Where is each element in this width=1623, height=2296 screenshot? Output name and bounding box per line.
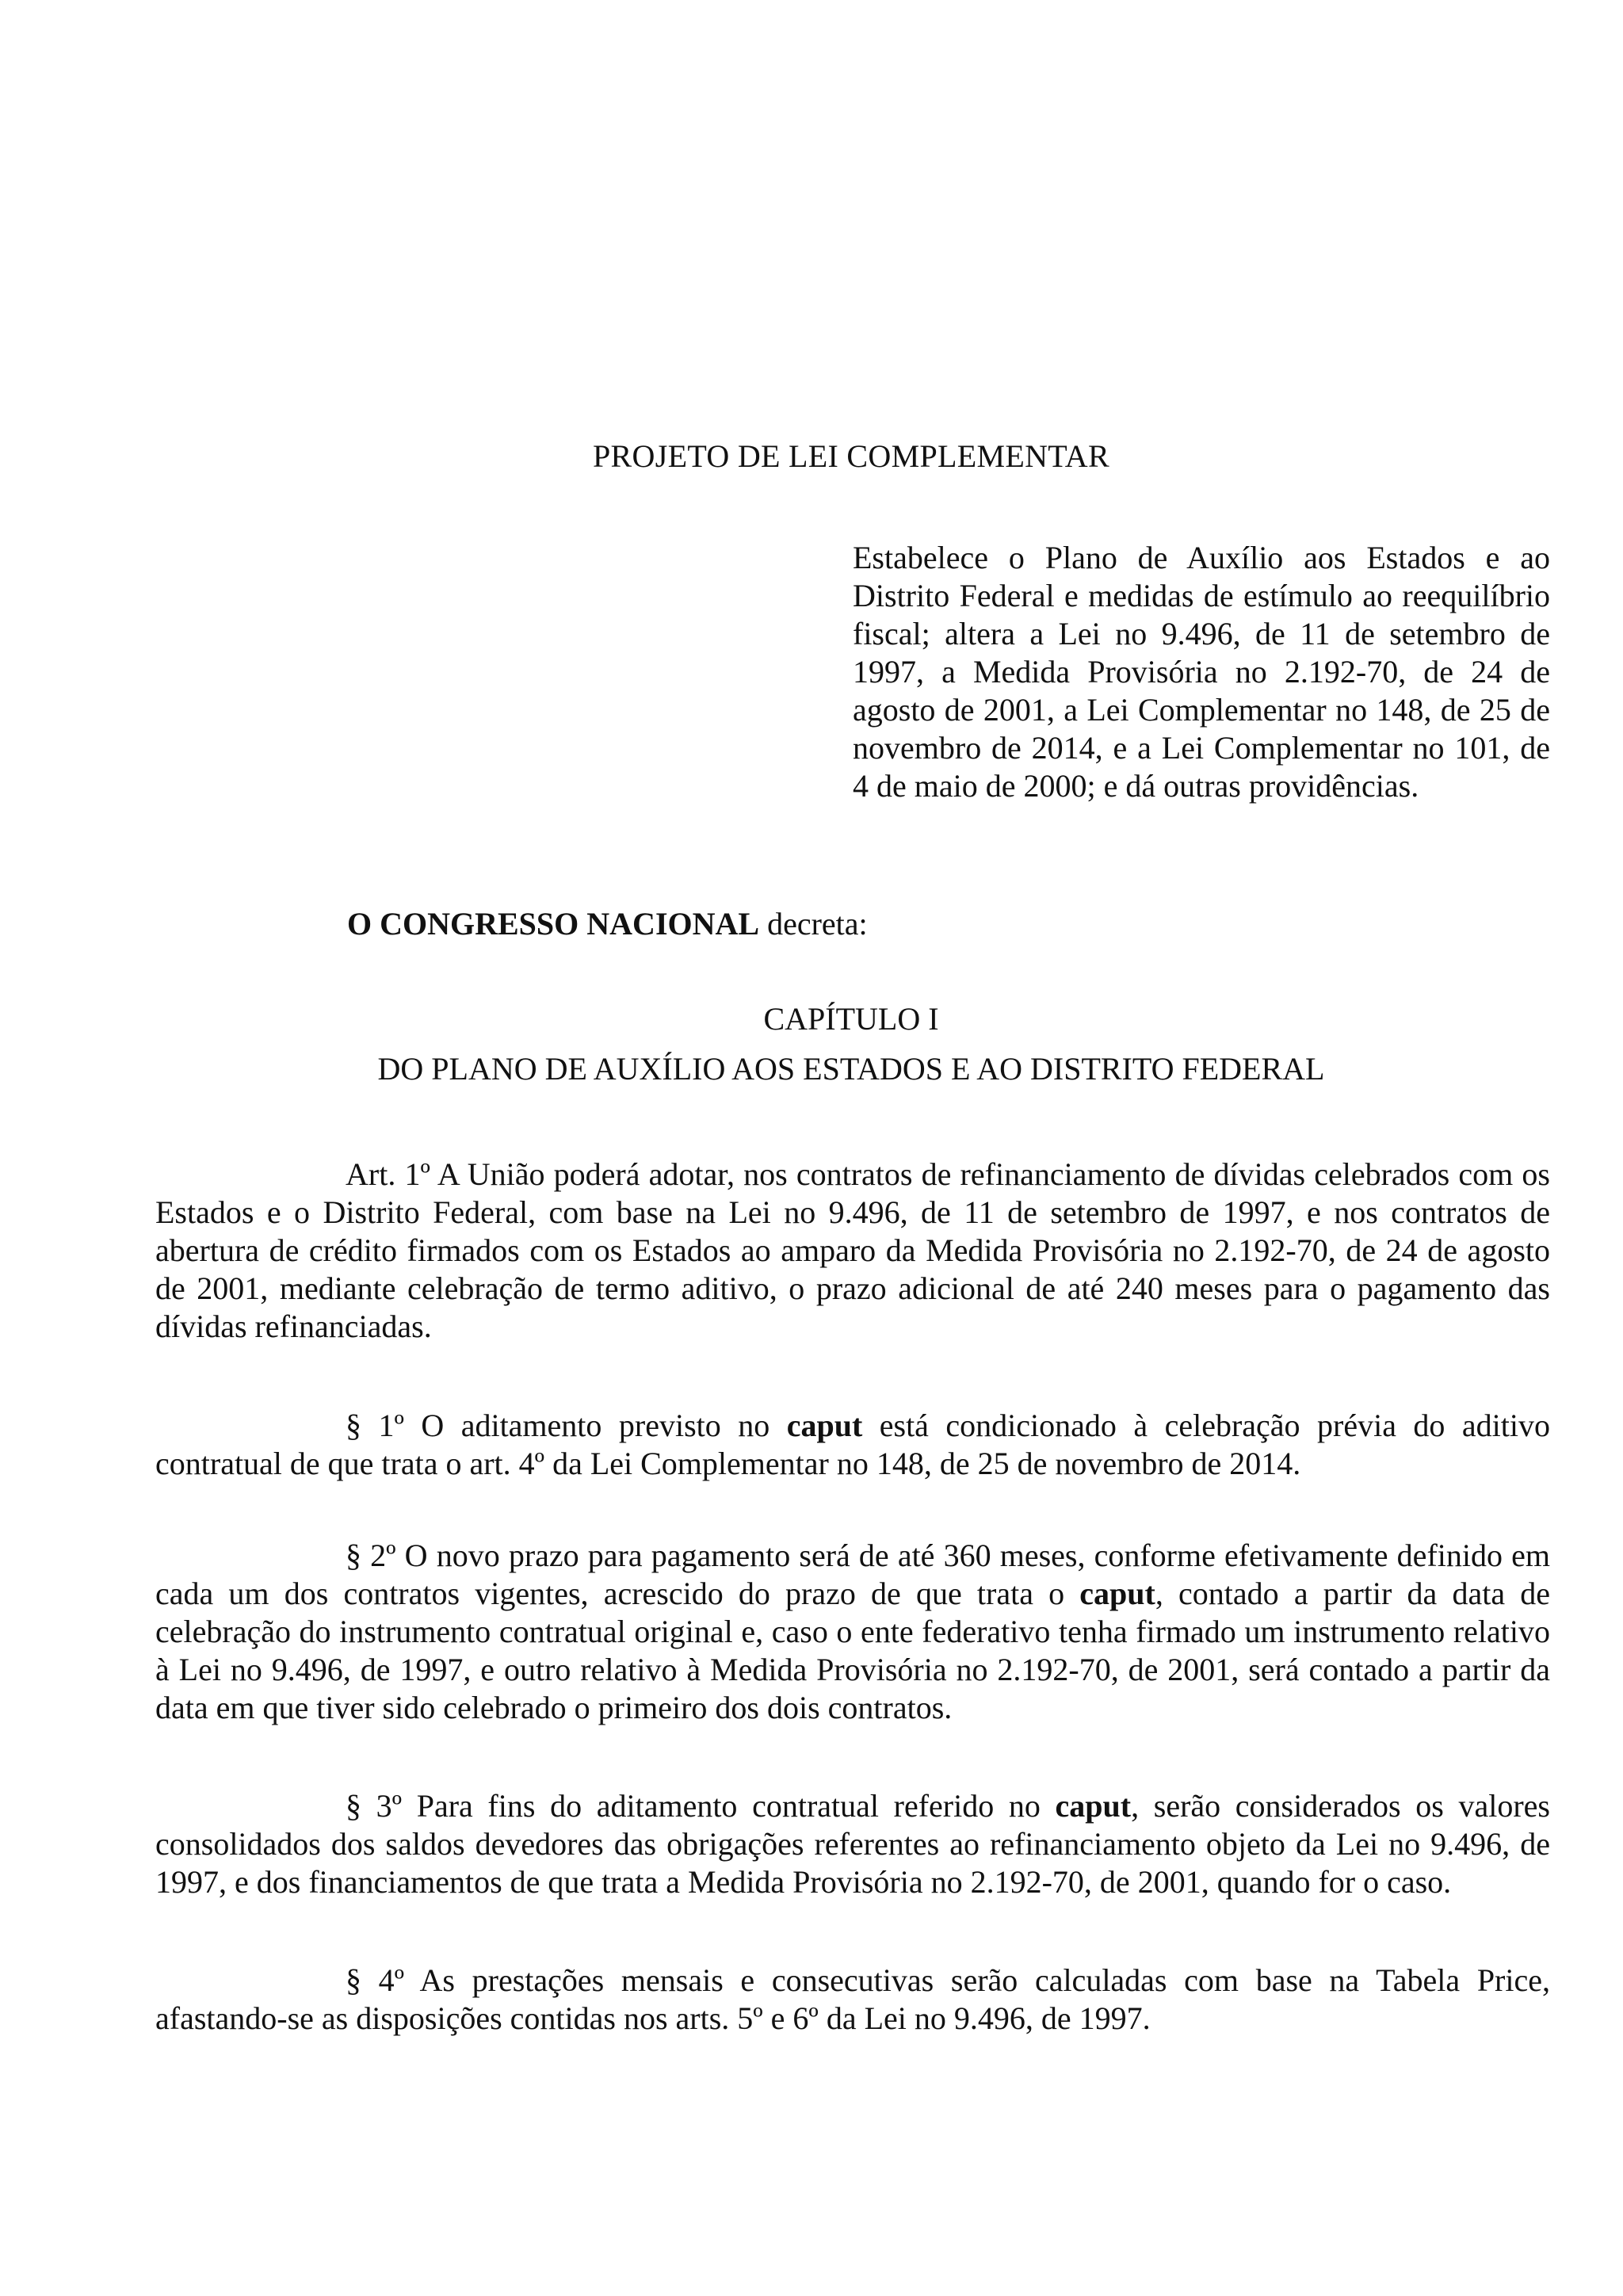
- enacting-verb: decreta:: [759, 906, 868, 942]
- paragraph-1-text-a: § 1º O aditamento previsto no: [346, 1408, 787, 1443]
- paragraph-3-caput: caput: [1055, 1788, 1132, 1824]
- enacting-clause: [347, 905, 868, 943]
- chapter-number: CAPÍTULO I: [763, 1001, 939, 1037]
- chapter-title: DO PLANO DE AUXÍLIO AOS ESTADOS E AO DISTRITO FEDERAL: [377, 1051, 1325, 1087]
- paragraph-3-text-a: § 3º Para fins do aditamento contratual referido no: [346, 1788, 1056, 1824]
- enacting-subject: O CONGRESSO NACIONAL: [347, 906, 760, 942]
- document-title: PROJETO DE LEI COMPLEMENTAR: [593, 438, 1109, 474]
- ementa: Estabelece o Plano de Auxílio aos Estados e ao Distrito Federal e medidas de estímulo ao reequilíbrio fiscal; altera a Lei no 9.496, de 11 de setembro de 1997, a Medida Provisória no 2.192-70, de 24 de agosto de 2001, a Lei Complementar no 148, de 25 de novembro de 2014, e a Lei Complementar no 101, de 4 de maio de 2000; e dá outras providências.: [853, 540, 1550, 804]
- paragraph-4: § 4º As prestações mensais e consecutivas serão calculadas com base na Tabela Price, afastando-se as disposições contidas nos arts. 5º e 6º da Lei no 9.496, de 1997.: [155, 1962, 1550, 2036]
- paragraph-2: [155, 1537, 1550, 1727]
- paragraph-3: [155, 1787, 1550, 1901]
- paragraph-1-text-b: está condicionado à celebração prévia do aditivo contratual de que trata o art. 4º da Lei Complementar no 148, de 25 de novembro de 2014.: [155, 1408, 1551, 1481]
- paragraph-2-caput: caput: [1079, 1576, 1155, 1611]
- paragraph-3-text-b: , serão considerados os valores consolidados dos saldos devedores das obrigações referentes ao refinanciamento objeto da Lei no 9.496, de 1997, e dos financiamentos de que trata a Medida Provisória no 2.192-70, de 2001, quando for o caso.: [155, 1788, 1550, 1900]
- paragraph-1: [155, 1407, 1550, 1483]
- paragraph-2-text-a: § 2º O novo prazo para pagamento será de até 360 meses, conforme efetivamente definido em cada um dos contratos vigentes, acrescido do prazo de que trata o: [155, 1538, 1550, 1611]
- article-1: Art. 1º A União poderá adotar, nos contratos de refinanciamento de dívidas celebrados com os Estados e o Distrito Federal, com base na Lei no 9.496, de 11 de setembro de 1997, e nos contratos de abertura de crédito firmados com os Estados ao amparo da Medida Provisória no 2.192-70, de 24 de agosto de 2001, mediante celebração de termo aditivo, o prazo adicional de até 240 meses para o pagamento das dívidas refinanciadas.: [155, 1156, 1550, 1344]
- paragraph-2-text-b: , contado a partir da data de celebração do instrumento contratual original e, caso o ente federativo tenha firmado um instrumento relativo à Lei no 9.496, de 1997, e outro relativo à Medida Provisória no 2.192-70, de 2001, será contado a partir da data em que tiver sido celebrado o primeiro dos dois contratos.: [155, 1576, 1550, 1725]
- paragraph-1-caput: caput: [786, 1408, 863, 1443]
